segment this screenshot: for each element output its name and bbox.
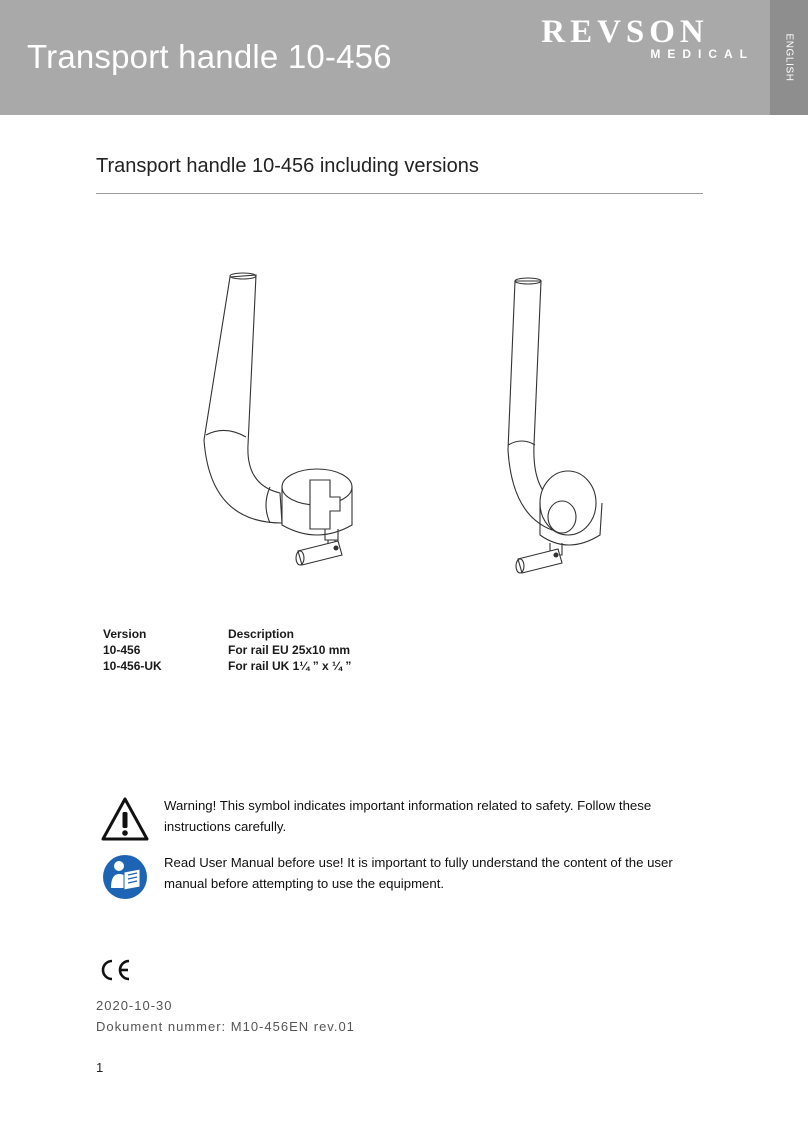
description-cell: For rail EU 25x10 mm (228, 643, 351, 657)
manual-text: Read User Manual before use! It is important to fully understand the content of the user manual before attempting to use the equipment. (164, 855, 673, 891)
brand-logo-text: REVSON (541, 14, 709, 50)
version-cell: 10-456-UK (103, 659, 162, 673)
handle-drawing-uk (508, 278, 602, 573)
table-header-description: Description (228, 627, 295, 641)
document-date: 2020-10-30 (96, 998, 173, 1013)
table-header-row (103, 626, 351, 642)
language-label-wrapper (770, 0, 808, 115)
document-title: Transport handle 10-456 (27, 38, 392, 75)
section-divider (96, 193, 703, 194)
version-table (103, 626, 351, 674)
description-cell: For rail UK 1¼ ” x ¼ ” (228, 659, 352, 673)
version-cell: 10-456 (103, 643, 141, 657)
handle-drawing-eu (204, 273, 352, 565)
table-row (103, 642, 351, 658)
warning-triangle-icon (100, 795, 150, 845)
warning-text: Warning! This symbol indicates important information related to safety. Follow these instructions carefully. (164, 798, 652, 834)
brand-logo (490, 14, 760, 60)
read-manual-icon (100, 852, 150, 902)
document-number: Dokument nummer: M10-456EN rev.01 (96, 1019, 355, 1034)
ce-mark-icon (98, 958, 132, 982)
warning-notice (100, 795, 720, 845)
section-title: Transport handle 10-456 including versions (96, 155, 479, 177)
brand-logo-subtitle: MEDICAL (650, 47, 754, 61)
product-drawing (190, 265, 620, 585)
table-header-version: Version (103, 627, 147, 641)
manual-notice (100, 852, 720, 902)
language-label: ENGLISH (783, 33, 795, 82)
table-row (103, 658, 351, 674)
page-number: 1 (96, 1060, 104, 1075)
